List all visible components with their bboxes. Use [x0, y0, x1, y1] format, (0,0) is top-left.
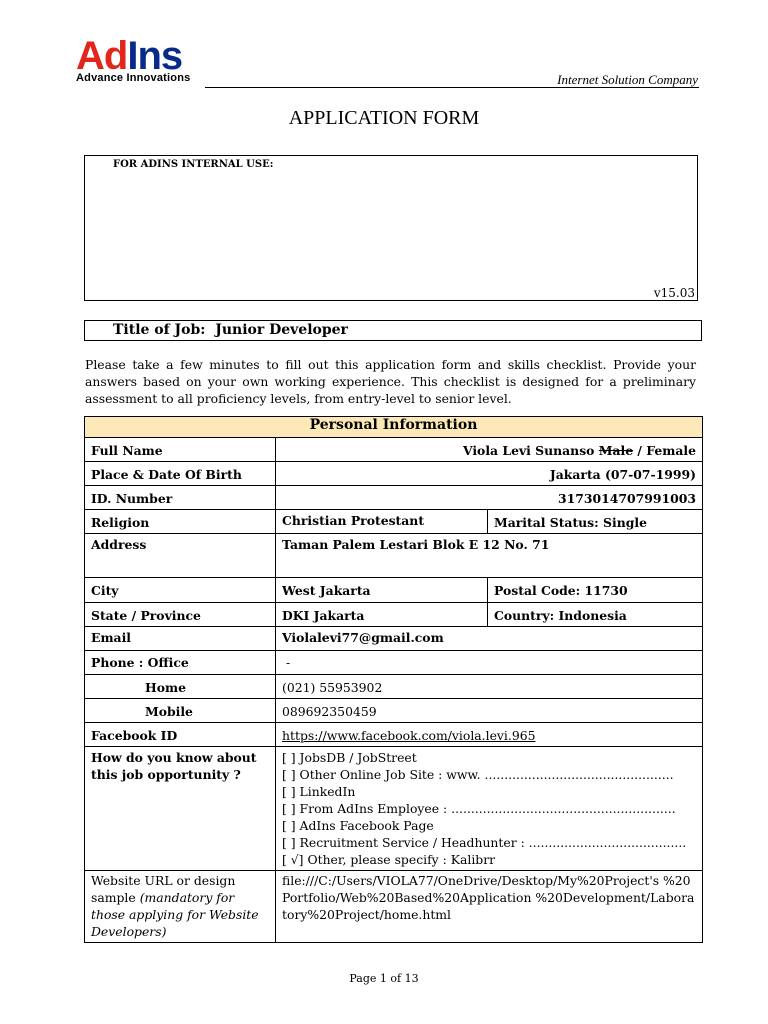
marital-status-field[interactable]: Marital Status: Single — [488, 510, 703, 534]
source-option-facebook[interactable]: [ ] AdIns Facebook Page — [282, 818, 434, 833]
website-label-cell — [85, 871, 276, 943]
intro-paragraph: Please take a few minutes to fill out this application form and skills checklist. Provide your answers based on your own working experience. This checklist is designed for a preliminary assessment to all proficiency levels, from entry-level to senior level. — [85, 357, 696, 406]
city-label: City — [85, 578, 276, 603]
postal-code-field[interactable]: Postal Code: 11730 — [488, 578, 703, 603]
source-option-online-site[interactable]: [ ] Other Online Job Site : www. ................................................ — [282, 767, 674, 782]
religion-label: Religion — [85, 510, 276, 534]
page-title: APPLICATION FORM — [288, 107, 480, 129]
religion-field[interactable]: Christian Protestant — [276, 510, 488, 534]
address-field[interactable]: Taman Palem Lestari Blok E 12 No. 71 — [276, 534, 703, 578]
facebook-label: Facebook ID — [85, 723, 276, 747]
job-source-options — [276, 747, 703, 871]
full-name-label: Full Name — [85, 438, 276, 462]
id-number-label: ID. Number — [85, 486, 276, 510]
source-option-headhunter[interactable]: [ ] Recruitment Service / Headhunter : ........................................ — [282, 835, 687, 850]
facebook-link[interactable]: https://www.facebook.com/viola.levi.965 — [282, 728, 536, 743]
page-number: Page 1 of 13 — [349, 972, 419, 985]
phone-mobile-label: Mobile — [85, 699, 276, 723]
section-title: Personal Information — [85, 417, 703, 438]
phone-office-label: Phone : Office — [85, 651, 276, 675]
id-number-field[interactable]: 3173014707991003 — [276, 486, 703, 510]
section-header-row — [85, 417, 703, 438]
phone-mobile-row — [85, 699, 703, 723]
internal-use-box — [84, 155, 698, 301]
gender-male-struck: Male — [598, 443, 634, 458]
company-tagline: Internet Solution Company — [557, 72, 698, 87]
gender-separator: / — [633, 443, 647, 458]
gender-female: Female — [646, 443, 696, 458]
email-label: Email — [85, 627, 276, 651]
email-field[interactable]: Violalevi77@gmail.com — [276, 627, 703, 651]
facebook-row — [85, 723, 703, 747]
address-row — [85, 534, 703, 578]
address-label: Address — [85, 534, 276, 578]
job-title-label: Title of Job: — [113, 322, 206, 338]
logo-ins: Ins — [127, 34, 183, 78]
personal-information-table — [84, 416, 703, 943]
email-row — [85, 627, 703, 651]
source-option-linkedin[interactable]: [ ] LinkedIn — [282, 784, 356, 799]
full-name-field[interactable] — [276, 438, 703, 462]
website-field[interactable]: file:///C:/Users/VIOLA77/OneDrive/Desktop/My%20Project's %20Portfolio/Web%20Based%20Application %20Development/Laboratory%20Project/home.html — [276, 871, 703, 943]
state-row — [85, 603, 703, 627]
job-title-value: Junior Developer — [215, 322, 348, 338]
city-field[interactable]: West Jakarta — [276, 578, 488, 603]
source-option-jobsdb[interactable]: [ ] JobsDB / JobStreet — [282, 750, 417, 765]
country-field[interactable]: Country: Indonesia — [488, 603, 703, 627]
id-number-row — [85, 486, 703, 510]
website-label: Website URL or design sample — [91, 873, 236, 905]
job-source-row — [85, 747, 703, 871]
logo-subtitle: Advance Innovations — [76, 72, 191, 84]
full-name-value: Viola Levi Sunanso — [462, 443, 595, 458]
source-option-employee[interactable]: [ ] From AdIns Employee : ......................................................... — [282, 801, 676, 816]
full-name-row — [85, 438, 703, 462]
state-field[interactable]: DKI Jakarta — [276, 603, 488, 627]
state-label: State / Province — [85, 603, 276, 627]
job-title-box — [84, 320, 702, 341]
birth-label: Place & Date Of Birth — [85, 462, 276, 486]
company-logo — [76, 36, 190, 84]
internal-use-label: FOR ADINS INTERNAL USE: — [113, 159, 274, 170]
city-row — [85, 578, 703, 603]
phone-home-field[interactable]: (021) 55953902 — [276, 675, 703, 699]
logo-wordmark — [76, 36, 190, 76]
logo-ad: Ad — [76, 34, 128, 78]
phone-office-field[interactable]: - — [276, 651, 703, 675]
website-label-note: (mandatory for those applying for Website Developers) — [91, 890, 259, 939]
phone-office-row — [85, 651, 703, 675]
phone-mobile-field[interactable]: 089692350459 — [276, 699, 703, 723]
job-source-label: How do you know about this job opportunity ? — [85, 747, 276, 871]
religion-row — [85, 510, 703, 534]
phone-home-row — [85, 675, 703, 699]
phone-home-label: Home — [85, 675, 276, 699]
form-version: v15.03 — [653, 286, 695, 300]
website-row — [85, 871, 703, 943]
birth-field[interactable]: Jakarta (07-07-1999) — [276, 462, 703, 486]
facebook-field — [276, 723, 703, 747]
birth-row — [85, 462, 703, 486]
source-option-other[interactable]: [ √] Other, please specify : Kalibrr — [282, 852, 496, 867]
